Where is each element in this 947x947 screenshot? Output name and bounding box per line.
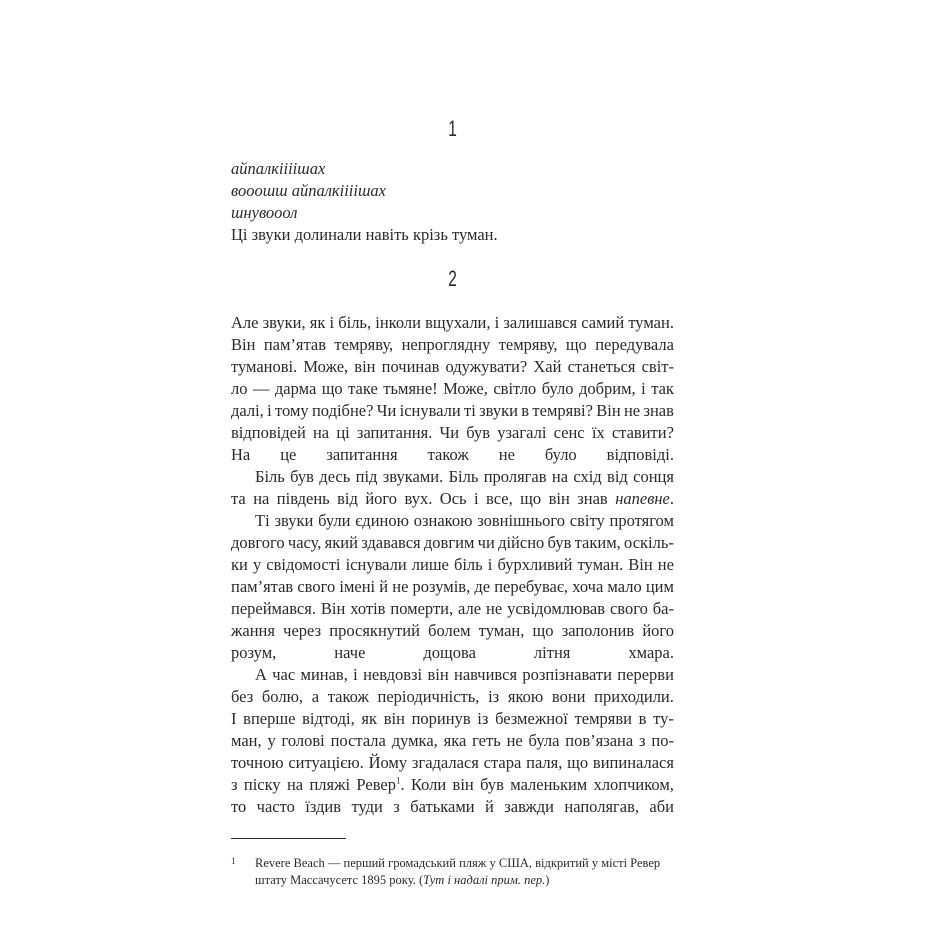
paragraph-2-line-2: та на південь від його вух. Ось і все, що він знав напевне. (231, 489, 674, 508)
paragraph-1-line-5: далі, і тому подібне? Чи існували ті звуки в темряві? Він не знав (231, 401, 674, 420)
paragraph-3-line-6: жання через просякнутий болем туман, що заполонив його (231, 621, 674, 640)
footnote-text-part2: ) (545, 873, 550, 887)
chapter-1-text (231, 158, 674, 246)
paragraph-1-line-4: ло — дарма що таке тьмяне! Може, світло було добрим, і так (231, 379, 674, 398)
footnote-reference: 1 (395, 775, 401, 786)
paragraph-3-line-4: пам’ятав свого імені й не розумів, де перебуває, хоча мало цим (231, 577, 674, 596)
paragraph-1-line-6: відповідей на ці запитання. Чи був узагалі сенс їх ставити? (231, 423, 674, 442)
paragraph-4-line-3: І вперше відтоді, як він поринув із безмежної темряви в ту- (231, 709, 674, 728)
paragraph-3-line-7: розум, наче дощова літня хмара. (231, 643, 674, 662)
paragraph-2-line-1: Біль був десь під звуками. Біль пролягав на схід від сонця (255, 467, 674, 486)
footnote (231, 855, 674, 889)
poem-line-1: айпалкіііішах (231, 159, 326, 178)
paragraph-4-line-7: то часто їздив туди з батьками й завжди наполягав, аби (231, 797, 674, 816)
paragraph-4-line-2: без болю, а також періодичність, із якою вони приходили. (231, 687, 674, 706)
footnote-text-italic: Тут і надалі прим. пер. (423, 873, 546, 887)
paragraph-1-line-3: туманові. Може, він починав одужувати? Хай станеться світ- (231, 357, 674, 376)
poem-line-3: шнувооол (231, 203, 298, 222)
footnote-text-part1: Revere Beach — перший громадський пляж у США, відкритий у місті Ревер штату Массачусетс 1895 року. ( (255, 856, 661, 887)
chapter-2-prose (231, 312, 674, 818)
paragraph-3-line-3: ки у свідомості існували лише біль і бурхливий туман. Він не (231, 555, 674, 574)
paragraph-1-line-2: Він пам’ятав темряву, непроглядну темряву, що передувала (231, 335, 674, 354)
paragraph-4-line-4: ман, у голові постала думка, яка геть не була пов’язана з по- (231, 731, 674, 750)
poem-line-2: вооошш айпалкіііішах (231, 181, 387, 200)
paragraph-1-line-1: Але звуки, як і біль, інколи вщухали, і залишався самий туман. (231, 313, 674, 332)
paragraph-4-line-6: з піску на пляжі Ревер$^1$. Коли він був маленьким хлопчиком, (231, 775, 674, 794)
paragraph-3-line-1: Ті звуки були єдиною ознакою зовнішнього світу протягом (255, 511, 674, 530)
footnote-divider (231, 838, 346, 839)
chapter-number-1: 1 (448, 116, 457, 141)
paragraph-4-line-1: А час минав, і невдовзі він навчився розпізнавати перерви (255, 665, 674, 684)
paragraph-3-line-5: переймався. Він хотів померти, але не усвідомлював свого ба- (231, 599, 674, 618)
paragraph-3-line-2: довгого часу, який здавався довгим чи дійсно був таким, оскіль- (231, 533, 674, 552)
paragraph-4-line-5: точною ситуацією. Йому згадалася стара паля, що випиналася (231, 753, 674, 772)
book-page (231, 110, 674, 889)
emphasis-word: напевне (615, 489, 670, 508)
footnote-mark: 1 (231, 856, 236, 866)
chapter-number-2: 2 (448, 266, 457, 291)
paragraph-1-line-7: На це запитання також не було відповіді. (231, 445, 674, 464)
chapter-1-closing-line: Ці звуки долинали навіть крізь туман. (231, 225, 498, 244)
